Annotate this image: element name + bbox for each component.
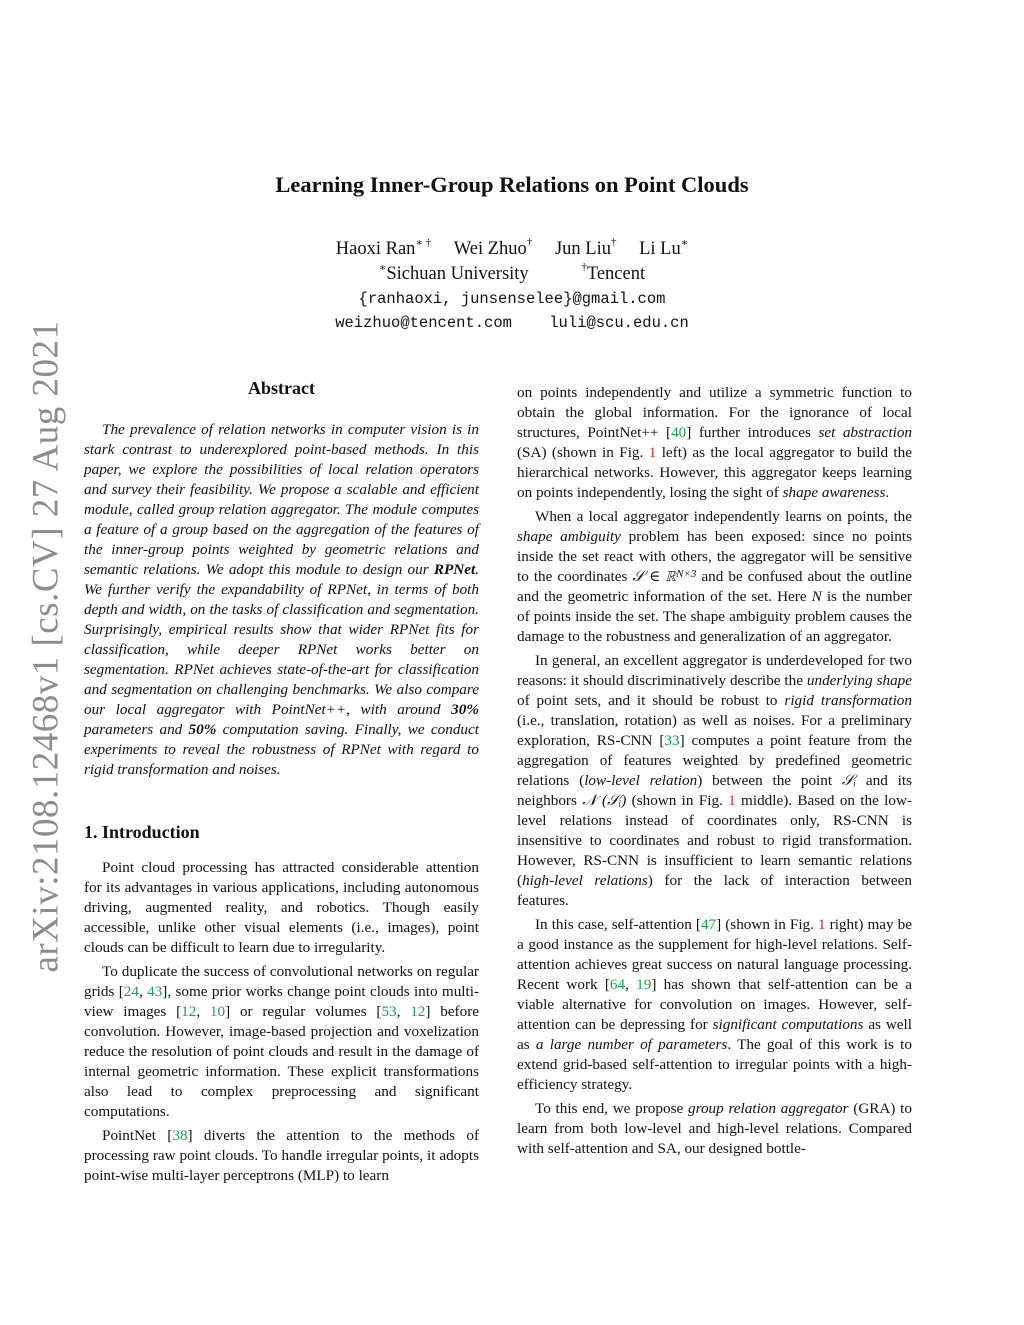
section-heading-introduction: 1. Introduction <box>84 822 200 842</box>
arxiv-sidebar <box>24 319 68 973</box>
intro-paragraph-2: To duplicate the success of convolutional networks on regular grids [24, 43], some prior works change point clouds into multi-view images [12, 10] or regular volumes [53, 12] before convolution. However, image-based projection and voxelization reduce the resolution of point clouds and result in the damage of internal geometric information. These explicit transformations also lead to complex preprocessing and significant computations. <box>84 963 480 1120</box>
citation-link[interactable]: 40 <box>671 424 687 441</box>
email-gmail: {ranhaoxi, junsenselee}@gmail.com <box>358 290 666 308</box>
citation-link[interactable]: 47 <box>700 916 717 933</box>
math-set-s: 𝒮 ∈ ℝ$^{N\times 3}$ <box>632 568 697 585</box>
figure-ref-link[interactable]: 1 <box>648 444 657 461</box>
citation-link[interactable]: 43 <box>147 983 163 1000</box>
affiliation: ∗Sichuan University <box>378 262 529 284</box>
citation-link[interactable]: 53 <box>381 1003 397 1020</box>
citation-link[interactable]: 24 <box>123 983 139 1000</box>
right-paragraph-4: In this case, self-attention [47] (shown in Fig. 1 right) may be a good instance as the supplement for high-level relations. Self-attention achieves great success on natural language processing. Recent work [64, 19] has shown that self-attention can be a viable alternative for convolution on images. However, self-attention can be depressing for significant computations as well as a large number of parameters. The goal of this work is to extend grid-based self-attention to irregular points with a high-efficiency strategy. <box>517 916 913 1093</box>
citation-link[interactable]: 12 <box>410 1003 426 1020</box>
paper-title: Learning Inner-Group Relations on Point Clouds <box>275 172 749 197</box>
citation-link[interactable]: 33 <box>664 732 680 749</box>
intro-paragraph-1: Point cloud processing has attracted considerable attention for its advantages in various applications, including autonomous driving, augmented reality, and robotics. Though easily accessible, unlike other visual elements (i.e., images), point clouds can be difficult to learn due to irregularity. <box>84 859 479 956</box>
email-line <box>0 314 1024 332</box>
citation-link[interactable]: 12 <box>181 1003 197 1020</box>
left-column <box>84 378 479 1190</box>
abstract-heading: Abstract <box>248 378 315 398</box>
author: Haoxi Ran∗ † <box>335 237 432 259</box>
right-paragraph-1: on points independently and utilize a symmetric function to obtain the global information. For the ignorance of local structures, PointNet++ [40] further introduces set abstraction (SA) (shown in Fig. 1 left) as the local aggregator to build the hierarchical networks. However, this aggregator keeps learning on points independently, losing the sight of shape awareness. <box>517 384 913 501</box>
figure-ref-link[interactable]: 1 <box>818 916 826 933</box>
intro-paragraph-3: PointNet [38] diverts the attention to the methods of processing raw point clouds. To handle irregular points, it adopts point-wise multi-layer perceptrons (MLP) to learn <box>84 1127 480 1184</box>
arxiv-identifier: arXiv:2108.12468v1 [cs.CV] 27 Aug 2021 <box>25 319 67 973</box>
citation-link[interactable]: 64 <box>609 976 626 993</box>
affiliation: †Tencent <box>581 261 646 284</box>
author-list <box>0 236 1024 260</box>
right-column <box>517 383 912 1163</box>
right-paragraph-2: When a local aggregator independently learns on points, the shape ambiguity problem has been exposed: since no points inside the set react with others, the aggregator will be sensitive to the coordinates 𝒮 ∈ ℝ$^{N\times 3}$ and be confused about the outline and the geometric information of the set. Here N is the number of points inside the set. The shape ambiguity problem causes the damage to the robustness and generalization of an aggregator. <box>517 508 913 645</box>
citation-link[interactable]: 19 <box>636 976 652 993</box>
citation-link[interactable]: 38 <box>172 1127 188 1144</box>
abstract-body: The prevalence of relation networks in computer vision is in stark contrast to underexplored point-based methods. In this paper, we explore the possibilities of local relation operators and survey their feasibility. We propose a scalable and efficient module, called group relation aggregator. The module computes a feature of a group based on the aggregation of the features of the inner-group points weighted by geometric relations and semantic relations. We adopt this module to design our RPNet. We further verify the expandability of RPNet, in terms of both depth and width, on the tasks of classification and segmentation. Surprisingly, empirical results show that wider RPNet fits for classification, while deeper RPNet works better on segmentation. RPNet achieves state-of-the-art for classification and segmentation on challenging benchmarks. We also compare our local aggregator with PointNet++, with around 30% parameters and 50% computation saving. Finally, we conduct experiments to reveal the robustness of RPNet with regard to rigid transformation and noises. <box>84 421 479 778</box>
right-paragraph-5: To this end, we propose group relation aggregator (GRA) to learn from both low-level and high-level relations. Compared with self-attention and SA, our designed bottle- <box>517 1100 912 1157</box>
author: Wei Zhuo† <box>453 236 533 259</box>
figure-ref-link[interactable]: 1 <box>728 792 736 809</box>
author: Jun Liu† <box>554 236 617 259</box>
author: Li Lu∗ <box>639 237 689 259</box>
right-paragraph-3: In general, an excellent aggregator is underdeveloped for two reasons: it should discriminatively describe the underlying shape of point sets, and it should be robust to rigid transformation (i.e., translation, rotation) as well as noises. For a preliminary exploration, RS-CNN [33] computes a point feature from the aggregation of features weighted by predefined geometric relations (low-level relation) between the point 𝒮ᵢ and its neighbors 𝒩 (𝒮ᵢ) (shown in Fig. 1 middle). Based on the low-level relations instead of coordinates only, RS-CNN is insensitive to coordinates and robust to rigid transformation. However, RS-CNN is insufficient to learn semantic relations (high-level relations) for the lack of interaction between features. <box>517 652 913 909</box>
email-scu: luli@scu.edu.cn <box>549 314 689 332</box>
email-tencent: weizhuo@tencent.com <box>335 314 512 332</box>
affiliation-list <box>0 261 1024 285</box>
citation-link[interactable]: 10 <box>209 1003 226 1020</box>
